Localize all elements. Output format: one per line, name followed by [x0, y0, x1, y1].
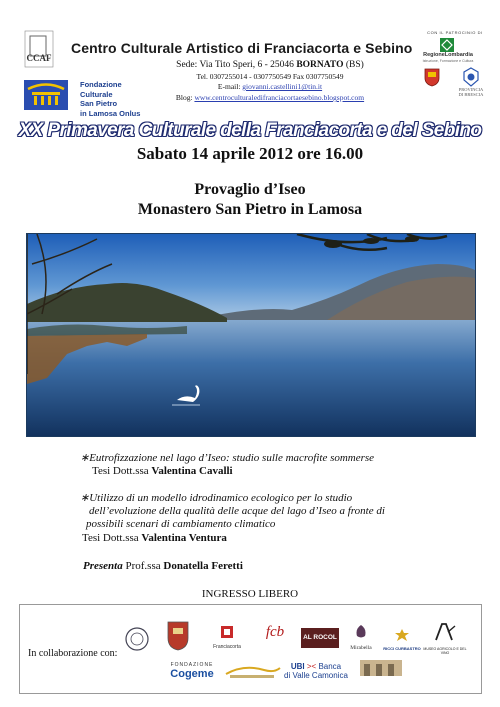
partner-logo-cogeme: [165, 662, 219, 688]
talk-1-thesis: [92, 465, 233, 477]
partner-ubi-banca: Banca: [318, 662, 342, 671]
region-name: [420, 52, 476, 64]
foundation-line: Fondazione: [80, 80, 122, 89]
event-place: Provaglio d’Iseo: [194, 181, 306, 198]
partner-logo-museo: [423, 622, 467, 654]
partner-ubi-mark: UBI: [290, 662, 305, 671]
presenter-prefix: Prof.ssa: [122, 560, 164, 572]
event-venue: Monastero San Pietro in Lamosa: [137, 201, 363, 218]
email-line: [150, 82, 390, 91]
talk-2-title-line: dell’evoluzione della qualità delle acque del lago d’Iseo a fronte di: [89, 505, 385, 517]
talk-2-author: Valentina Ventura: [141, 532, 227, 544]
talk-2-title-line: possibili scenari di cambiamento climatico: [86, 518, 276, 530]
talk-1-title: ∗Eutrofizzazione nel lago d’Iseo: studio sulle macrofite sommerse: [80, 452, 375, 464]
foundation-line: San Pietro: [80, 99, 118, 108]
org-name: Centro Culturale Artistico di Franciacorta e Sebino: [71, 40, 413, 56]
partner-logo-franciacorta: [204, 625, 250, 649]
partner-logo-fcb: fcb: [265, 624, 285, 640]
patronage-label: CON IL PATROCINIO DI: [427, 30, 483, 35]
foundation-line: Culturale: [80, 89, 113, 99]
province-line: PROVINCIA: [458, 87, 484, 92]
collaboration-label: In collaborazione con:: [28, 648, 118, 659]
partner-name-ricci: RICCI CURBASTRO: [383, 646, 421, 651]
partner-cogeme-label: FONDAZIONE: [170, 662, 214, 668]
foundation-line: in Lamosa Onlus: [80, 108, 141, 118]
foundation-name: [80, 80, 156, 118]
partner-logo-ubi: UBI >< Banca di Valle Camonica: [284, 662, 348, 680]
phone-fax: Tel. 0307255014 - 0307750549 Fax 0307750549: [196, 72, 344, 81]
province-line: DI BRESCIA: [458, 92, 484, 97]
talk-1-thesis-prefix: Tesi Dott.ssa: [92, 465, 152, 477]
event-banner: XX Primavera Culturale della Franciacorta e del Sebino: [18, 120, 482, 141]
event-date: Sabato 14 aprile 2012 ore 16.00: [136, 144, 364, 163]
free-entry: INGRESSO LIBERO: [201, 588, 299, 600]
talk-1-author: Valentina Cavalli: [151, 465, 233, 477]
talk-2-thesis-prefix: Tesi Dott.ssa: [82, 532, 142, 544]
ccaf-logo-text: CCAF: [26, 53, 52, 63]
region-title: RegioneLombardia: [423, 52, 473, 58]
presenter-label: Presenta: [83, 560, 123, 572]
talk-2-thesis: [82, 532, 227, 544]
lake-iseo-photo: [26, 233, 476, 437]
region-lombardia-icon: [440, 38, 454, 52]
municipality-crest-icon: [424, 67, 440, 87]
province-brescia-icon: [460, 67, 482, 87]
partner-logo-ricci-curbastro: [383, 628, 421, 652]
province-label: [455, 87, 487, 97]
address-line: [150, 60, 390, 70]
blog-line: [150, 93, 390, 102]
region-subtitle: Istruzione, Formazione e Cultura: [422, 59, 474, 63]
presenter: [83, 560, 243, 572]
blog-label: Blog:: [175, 93, 195, 102]
partner-ubi-sub: di Valle Camonica: [284, 671, 348, 680]
partner-name-mirabella: Mirabella: [350, 645, 372, 651]
address-street: Via Tito Speri, 6 - 25046: [197, 60, 297, 70]
foundation-logo: [24, 80, 68, 110]
partner-name-franciacorta: Franciacorta: [213, 644, 241, 650]
email-label: E-mail:: [217, 82, 243, 91]
partner-logo-mirabella: [344, 624, 378, 652]
address-city: BORNATO: [296, 60, 344, 70]
partner-name-museo: MUSEO AGRICOLO E DEL VINO: [423, 647, 467, 655]
talk-2-title-line: ∗Utilizzo di un modello idrodinamico ecologico per lo studio: [80, 492, 353, 504]
partner-logo-borgo: [356, 656, 406, 682]
address-prov: (BS): [343, 60, 364, 70]
partner-name-cogeme: Cogeme: [170, 668, 214, 680]
address-label: Sede:: [176, 60, 198, 70]
partner-logo-yellow: [224, 662, 282, 682]
email-link[interactable]: giovanni.castellini1@tin.it: [242, 82, 323, 91]
partner-logo-seal: [122, 626, 152, 652]
blog-link[interactable]: www.centroculturaledifranciacortaesebino.blogspot.com: [194, 93, 365, 102]
presenter-name: Donatella Feretti: [163, 560, 243, 572]
partner-logo-stemma: [165, 620, 191, 652]
ccaf-logo: [24, 30, 54, 68]
partner-logo-al-rocol: AL ROCOL: [301, 628, 339, 648]
